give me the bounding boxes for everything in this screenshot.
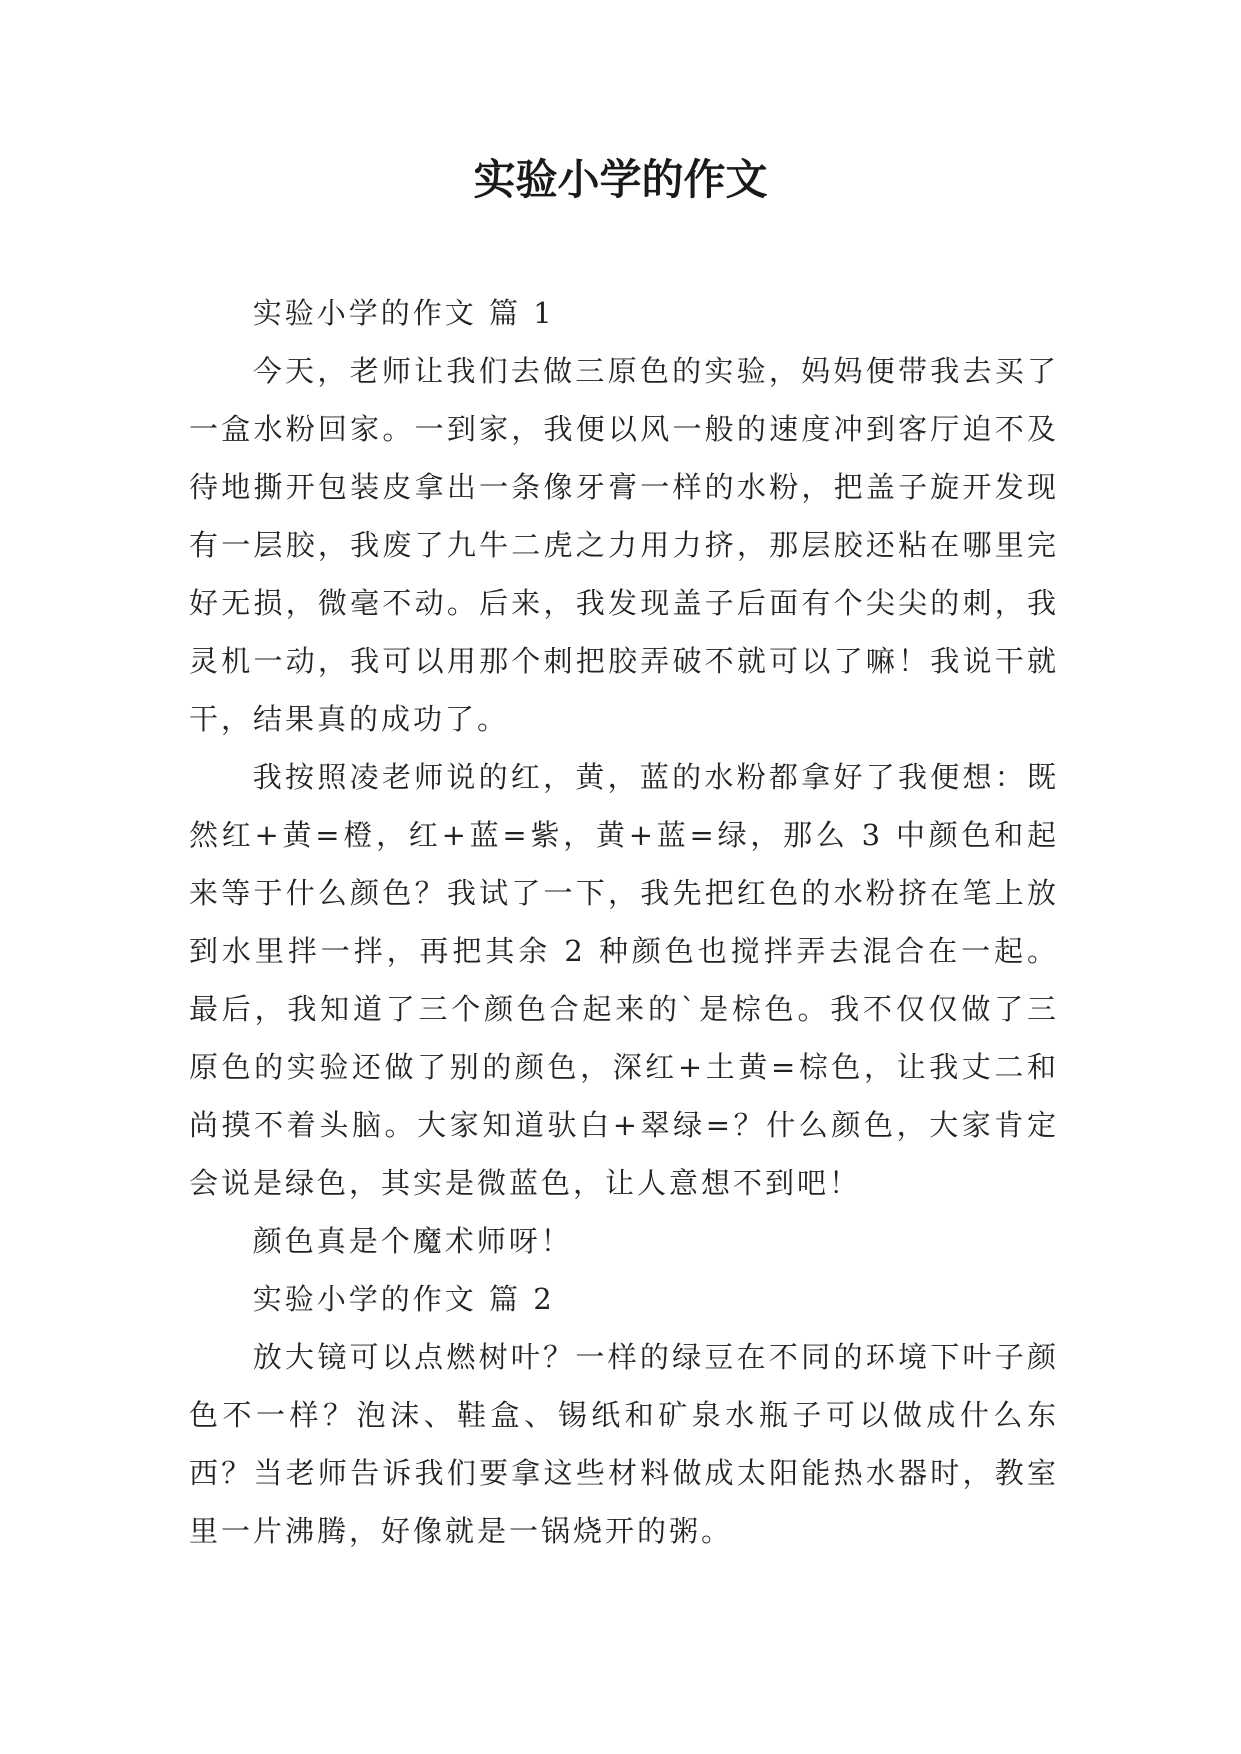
paragraph: 我按照凌老师说的红，黄，蓝的水粉都拿好了我便想：既然红+黄=橙，红+蓝=紫，黄+蓝=绿，那么 3 中颜色和起来等于什么颜色？我试了一下，我先把红色的水粉挤在笔上放到水里拌一拌，再把其余 2 种颜色也搅拌弄去混合在一起。最后，我知道了三个颜色合起来的`是棕色。我不仅仅做了三原色的实验还做了别的颜色，深红+土黄=棕色，让我丈二和尚摸不着头脑。大家知道驮白+翠绿=？什么颜色，大家肯定会说是绿色，其实是微蓝色，让人意想不到吧！: [189, 760, 1059, 1200]
paragraph: 颜色真是个魔术师呀！: [252, 1224, 573, 1258]
document-title: 实验小学的作文: [473, 155, 768, 204]
document-body: [189, 284, 1059, 1560]
paragraph: 放大镜可以点燃树叶？一样的绿豆在不同的环境下叶子颜色不一样？泡沫、鞋盒、锡纸和矿泉水瓶子可以做成什么东西？当老师告诉我们要拿这些材料做成太阳能热水器时，教室里一片沸腾，好像就是一锅烧开的粥。: [189, 1340, 1059, 1548]
section-heading-1: 实验小学的作文 篇 1: [252, 296, 555, 330]
section-heading-2: 实验小学的作文 篇 2: [252, 1282, 555, 1316]
paragraph: 今天，老师让我们去做三原色的实验，妈妈便带我去买了一盒水粉回家。一到家，我便以风一般的速度冲到客厅迫不及待地撕开包装皮拿出一条像牙膏一样的水粉，把盖子旋开发现有一层胶，我废了九牛二虎之力用力挤，那层胶还粘在哪里完好无损，微毫不动。后来，我发现盖子后面有个尖尖的刺，我灵机一动，我可以用那个刺把胶弄破不就可以了嘛！我说干就干，结果真的成功了。: [189, 354, 1059, 736]
